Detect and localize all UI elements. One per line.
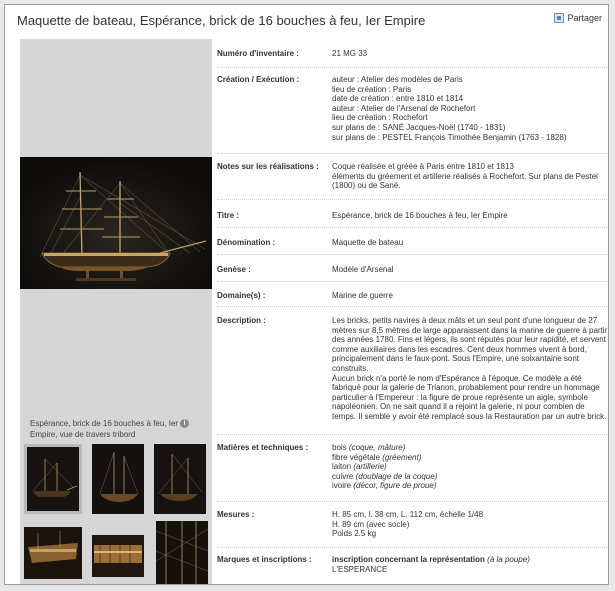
creation-line: auteur : Atelier des modèles de Paris: [332, 75, 463, 84]
material-item: cuivre (doublage de la coque): [332, 471, 438, 481]
material-item: fibre végétale (gréement): [332, 452, 422, 462]
mesure-line: Poids 2.5 kg: [332, 529, 377, 539]
info-icon[interactable]: i: [180, 419, 189, 428]
mesure-line: H. 89 cm (avec socle): [332, 519, 410, 529]
description-line: principalement dans le faux-pont. Sous l'Empire, une soixantaine sont: [332, 354, 580, 364]
thumbnail-image: [24, 527, 82, 579]
thumbnail-6[interactable]: [156, 521, 208, 585]
domain-link[interactable]: Marine de guerre: [332, 291, 393, 300]
ship-model-image: [20, 157, 212, 289]
thumbnail-image: [27, 447, 79, 511]
thumbnail-image: [92, 444, 144, 514]
inscription-heading: inscription concernant la représentation (à la poupe): [332, 555, 530, 564]
field-label: Matières et techniques :: [217, 443, 309, 452]
field-label: Genèse :: [217, 265, 251, 274]
notes-line: (1800) ou de Sané.: [332, 181, 401, 191]
media-panel: [20, 39, 212, 585]
divider: [217, 547, 607, 548]
field-value: [332, 75, 609, 142]
field-value: [332, 443, 609, 491]
description-line: Aucun brick n'a porté le nom d'Espérance à l'époque. Ce modèle a été: [332, 373, 582, 383]
thumbnail-image: [156, 521, 208, 585]
field-value: [332, 162, 609, 191]
main-photo[interactable]: [20, 157, 212, 289]
field-value: Maquette de bateau: [332, 238, 404, 247]
divider: [217, 227, 607, 228]
description-line: Les bricks, petits navires à deux mâts et un seul pont d'une longueur de 27: [332, 316, 598, 325]
material-item: ivoire (décor, figure de proue): [332, 481, 437, 491]
field-value: [332, 555, 609, 574]
field-value: [332, 510, 609, 539]
inscription-value: L'ESPERANCE: [332, 564, 388, 574]
creation-line: sur plans de : SANÉ Jacques-Noël (1740 - 1831): [332, 122, 506, 132]
field-label: Notes sur les réalisations :: [217, 162, 319, 171]
mesure-line: H. 85 cm, l. 38 cm, L. 112 cm, échelle 1/48: [332, 510, 484, 519]
field-value: 21 MG 33: [332, 49, 368, 58]
thumbnail-image: [92, 535, 144, 577]
divider: [217, 281, 607, 282]
field-label: Numéro d'inventaire :: [217, 49, 299, 58]
description-line: des années 1780. Fins et légers, ils sont réputés pour leur rapidité, et servent: [332, 335, 606, 345]
thumbnail-5[interactable]: [92, 535, 144, 577]
notice-page: [4, 4, 609, 585]
creation-line: lieu de création : Paris: [332, 84, 412, 94]
field-label: Marques et inscriptions :: [217, 555, 312, 564]
description-line: construits.: [332, 363, 369, 373]
field-label: Description :: [217, 316, 266, 325]
share-button[interactable]: [554, 13, 602, 23]
field-label: Mesures :: [217, 510, 255, 519]
material-item: bois (coque, mâture): [332, 443, 406, 452]
creation-line: sur plans de : PESTEL François Timothée Benjamin (1763 - 1828): [332, 132, 567, 142]
description-line: temps. Il semble y avoir été remplacé sous la Restauration par un autre brick.: [332, 411, 607, 421]
divider: [217, 254, 607, 255]
description-line: comme auxiliaires dans les escadres. Cent deux hommes vivent à bord,: [332, 344, 587, 354]
photo-caption: Espérance, brick de 16 bouches à feu, Ier Empire, vue de travers tribord: [30, 419, 179, 439]
field-value: Espérance, brick de 16 bouches à feu, Ier Empire: [332, 211, 508, 220]
creation-line: lieu de création : Rochefort: [332, 113, 428, 123]
thumbnail-image: [154, 444, 206, 514]
description-line: fabriqué pour la galerie de Trianon, probablement pour rendre un hommage: [332, 383, 600, 393]
divider: [217, 153, 607, 154]
notes-line: Coque réalisée et gréée à Paris entre 1810 et 1813: [332, 162, 514, 171]
creation-line: auteur : Atelier de l'Arsenal de Rochefort: [332, 103, 476, 113]
field-label: Dénomination :: [217, 238, 276, 247]
page-title: Maquette de bateau, Espérance, brick de 16 bouches à feu, Ier Empire: [17, 13, 426, 28]
field-label: Titre :: [217, 211, 240, 220]
description-line: particulier à l'Empereur : la figure de proue représente un aigle, symbole: [332, 392, 588, 402]
description-line: napoléonien. On ne sait quand il a rejoint la galerie, ni pour combien de: [332, 402, 585, 412]
divider: [217, 306, 607, 307]
thumbnail-1[interactable]: [24, 444, 82, 514]
divider: [217, 67, 607, 68]
divider: [217, 434, 607, 435]
field-value: Modèle d'Arsenal: [332, 265, 394, 274]
thumbnail-4[interactable]: [24, 527, 82, 579]
divider: [217, 199, 607, 200]
share-icon: [554, 13, 564, 23]
thumbnail-2[interactable]: [92, 444, 144, 514]
field-value: [332, 316, 609, 422]
creation-line: date de création : entre 1810 et 1814: [332, 94, 464, 104]
field-label: Création / Exécution :: [217, 75, 300, 84]
description-line: mètres sur 8,5 mètres de large apparaissent dans la marine de guerre à partir: [332, 325, 608, 335]
thumbnail-3[interactable]: [154, 444, 206, 514]
material-item: laiton (artillerie): [332, 462, 387, 472]
field-label: Domaine(s) :: [217, 291, 266, 300]
divider: [217, 501, 607, 502]
share-label: Partager: [567, 13, 602, 23]
notes-line: éléments du gréement et artillerie réalisés à Rochefort. Sur plans de Pestel: [332, 171, 598, 181]
